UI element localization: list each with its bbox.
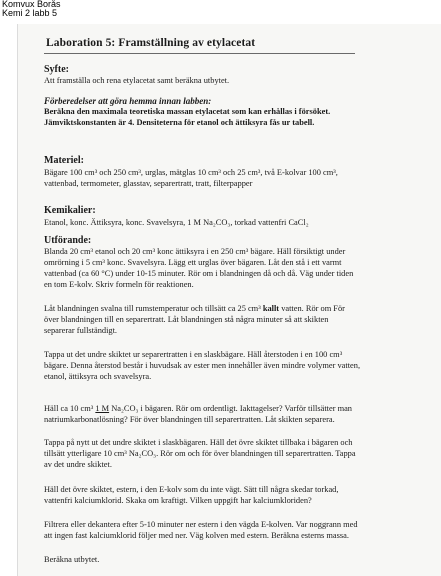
utforande-p3-line-2: bägare. Denna återstod består i huvudsak av ester men innehåller även mindre volymer vatten, (44, 361, 361, 370)
p2-end-text: vatten. Rör om För (279, 304, 345, 313)
p4-start-text: Häll ca 10 cm³ (44, 404, 96, 413)
materiel-line-2: vattenbad, termometer, glasstav, separertratt, tratt, filterpapper (44, 179, 253, 188)
utforande-p8: Beräkna utbytet. (44, 555, 100, 564)
materiel-line-1: Bägare 100 cm³ och 250 cm³, urglas, mätglas 10 cm³ och 25 cm³, två E-kolvar 100 cm³, (44, 168, 338, 177)
utforande-p1-line-3: vattenbad (ca 60 °C) under 10-15 minuter. Rör om i blandningen då och då. Väg under tiden (44, 269, 354, 278)
utforande-p3-line-1: Tappa ut det undre skiktet ur separertratten i en slaskbägare. Häll återstoden i en 100 cm³ (44, 350, 343, 359)
utforande-p2-line-2: över blandningen till en separertratt. Låt blandningen stå några minuter så att skikten (44, 315, 329, 324)
utforande-p6-line-2: vattenfri kalciumklorid. Skaka om kraftigt. Vilken uppgift har kalciumkloriden? (44, 496, 312, 505)
school-name: Komvux Borås (2, 0, 61, 9)
utforande-p5-line-3: av det undre skiktet. (44, 460, 112, 469)
page-title: Laboration 5: Framställning av etylacetat (46, 37, 256, 49)
utforande-p1-line-4: en tom E-kolv. Skriv formeln för reaktionen. (44, 280, 194, 289)
utforande-p6-line-1: Häll det övre skiktet, estern, i den E-kolv som du inte vägt. Sätt till några skedar torkad, (44, 485, 339, 494)
utforande-p5-line-2: tillsätt ytterligare 10 cm³ Na₂CO₃. Rör om och för över blandningen till separertratten. Tappa (44, 449, 356, 458)
forberedelser-line-2: Jämviktskonstanten är 4. Densiteterna för etanol och ättiksyra fås ur tabell. (44, 118, 315, 127)
p4-underlined-text: 1 M (95, 404, 110, 413)
course-name: Kemi 2 labb 5 (2, 8, 58, 18)
utforande-p2-line-3: separerar fullständigt. (44, 326, 118, 335)
forberedelser-line-1: Beräkna den maximala teoretiska massan etylacetat som kan erhållas i försöket. (44, 107, 331, 116)
syfte-text: Att framställa och rena etylacetat samt beräkna utbytet. (44, 76, 230, 85)
p2-bold-text: kallt (262, 304, 280, 313)
utforande-p2-line-1 (44, 304, 345, 314)
p2-start-text: Låt blandningen svalna till rumstemperatur och tillsätt ca 25 cm³ (44, 304, 263, 313)
utforande-p5-line-1: Tappa på nytt ut det undre skiktet i slaskbägaren. Häll det övre skiktet tillbaka i bägaren och (44, 438, 353, 447)
utforande-heading: Utförande: (44, 235, 92, 246)
utforande-p3-line-3: etanol, ättiksyra och svavelsyra. (44, 372, 152, 381)
utforande-p1-line-1: Blanda 20 cm³ etanol och 20 cm³ konc ättiksyra i en 250 cm³ bägare. Häll försiktigt under (44, 247, 346, 256)
title-rule (44, 53, 355, 54)
p4-end-text: Na₂CO₃ i bägaren. Rör om ordentligt. Iakttagelser? Varför tillsätter man (109, 404, 352, 413)
kemikalier-text: Etanol, konc. Ättiksyra, konc. Svavelsyra, 1 M Na₂CO₃, torkad vattenfri CaCl₂ (44, 218, 309, 227)
document-page (18, 24, 441, 576)
utforande-p4-line-1 (44, 404, 352, 414)
kemikalier-heading: Kemikalier: (44, 205, 96, 216)
utforande-p7-line-2: att ingen fast kalciumklorid följer med ner. Väg kolven med estern. Beräkna esterns massa. (44, 531, 349, 540)
document-header (2, 0, 61, 18)
utforande-p7-line-1: Filtrera eller dekantera efter 5-10 minuter ner estern i den vägda E-kolven. Var noggrann med (44, 520, 358, 529)
materiel-heading: Materiel: (44, 155, 84, 166)
forberedelser-heading: Förberedelser att göra hemma innan labben: (44, 96, 212, 106)
syfte-heading: Syfte: (44, 64, 69, 75)
utforande-p1-line-2: omrörning i 5 cm³ konc. Svavelsyra. Lägg ett urglas över bägaren. Låt den stå i ett varmt (44, 258, 342, 267)
utforande-p4-line-2: natriumkarbonatlösning? För över blandningen till separertratten. Låt skikten separera. (44, 415, 335, 424)
